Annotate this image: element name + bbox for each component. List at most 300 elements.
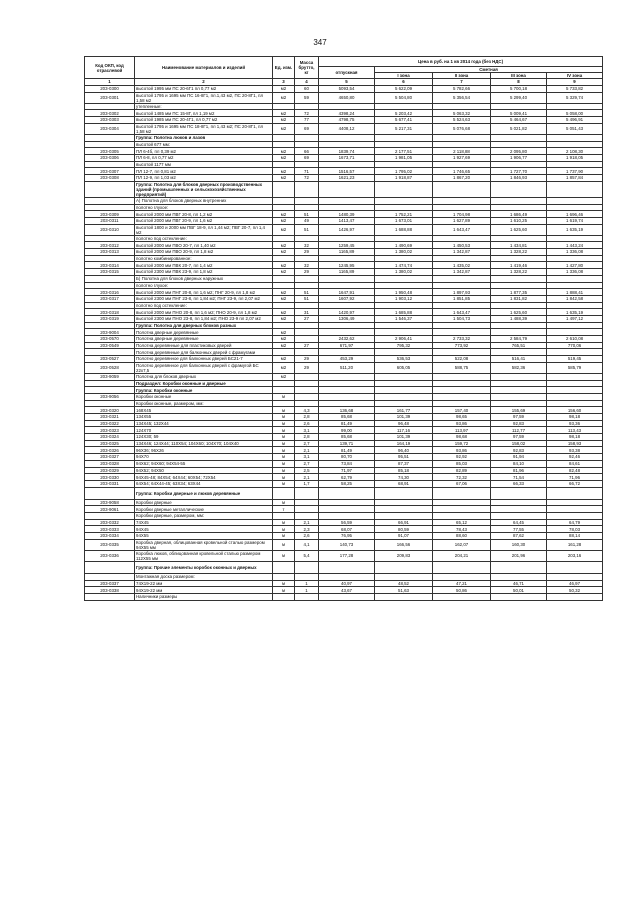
page-number: 347 xyxy=(313,38,327,47)
price-zone-2-cell xyxy=(433,380,491,387)
okp-code-cell xyxy=(85,161,135,168)
okp-code-cell: 203-0308 xyxy=(85,174,135,181)
table-row xyxy=(85,217,603,224)
price-zone-2-cell xyxy=(433,373,491,380)
material-name-cell: Коробки оконные, размером, мм: xyxy=(135,400,273,407)
price-zone-4-cell: 50,32 xyxy=(547,587,603,594)
price-zone-2-cell: 5 076,68 xyxy=(433,123,491,134)
unit-cell: м2 xyxy=(273,224,295,235)
unit-cell xyxy=(273,235,295,242)
material-name-cell: утепленные: xyxy=(135,103,273,110)
material-name-cell: высотой 1800 и 2000 мм ПВГ 18-9, пл 1,44 м2; ПВГ 20-7, пл 1,4 м2 xyxy=(135,224,273,235)
okp-code-cell: 203-0337 xyxy=(85,580,135,587)
price-zone-2-cell: 88,60 xyxy=(433,533,491,540)
price-zone-3-cell xyxy=(491,161,547,168)
unit-cell: м2 xyxy=(273,123,295,134)
price-zone-3-cell: 50,01 xyxy=(491,587,547,594)
price-zone-2-cell: 65,12 xyxy=(433,519,491,526)
price-zone-1-cell: 209,83 xyxy=(375,550,433,561)
mass-cell xyxy=(295,282,319,289)
price-otpusk-cell: 1306,49 xyxy=(319,315,375,322)
price-zone-1-cell xyxy=(375,275,433,282)
price-zone-1-cell: 1 795,02 xyxy=(375,168,433,175)
price-zone-2-cell xyxy=(433,134,491,141)
price-zone-3-cell: 582,36 xyxy=(491,362,547,373)
material-name-cell: 134Х55 xyxy=(135,414,273,421)
price-zone-2-cell xyxy=(433,561,491,573)
price-zone-2-cell xyxy=(433,204,491,211)
okp-code-cell: 203-0333 xyxy=(85,526,135,533)
group-heading-row xyxy=(85,134,603,141)
okp-code-cell: 203-0334 xyxy=(85,533,135,540)
price-zone-1-cell: 96,48 xyxy=(375,420,433,427)
material-name-cell: Полотна деревянные для пластиковых дверей xyxy=(135,342,273,349)
price-otpusk-cell: 81,49 xyxy=(319,447,375,454)
price-zone-3-cell: 112,77 xyxy=(491,427,547,434)
price-zone-1-cell xyxy=(375,349,433,356)
table-row xyxy=(85,594,603,601)
price-otpusk-cell xyxy=(319,594,375,601)
unit-cell: м2 xyxy=(273,362,295,373)
table-row xyxy=(85,103,603,110)
mass-cell: 77 xyxy=(295,117,319,124)
table-row xyxy=(85,447,603,454)
price-zone-4-cell xyxy=(547,487,603,499)
price-zone-4-cell: 113,43 xyxy=(547,427,603,434)
material-name-cell: высотой 2300 мм ПВК 23-9, пл 1,8 м2 xyxy=(135,269,273,276)
price-otpusk-cell: 62,79 xyxy=(319,474,375,481)
mass-cell: 1,7 xyxy=(295,480,319,487)
material-name-cell: высотой 2000 мм ПВО 20-9, пл 1,8 м2 xyxy=(135,249,273,256)
price-zone-1-cell xyxy=(375,103,433,110)
material-name-cell: Группа: Полотна для блоков дверных производственных зданий (промышленных и сельскохозяйственных предприятий) xyxy=(135,181,273,197)
price-zone-4-cell: 93,36 xyxy=(547,420,603,427)
material-name-cell: высотой 1795 и 1695 мм ПС 18-8Г1, пл 1,43 м2; ПС 20-8Г1, пл 1,58 м2 xyxy=(135,123,273,134)
unit-cell: м xyxy=(273,550,295,561)
price-zone-4-cell: 1 336,08 xyxy=(547,249,603,256)
okp-code-cell: 203-0316 xyxy=(85,289,135,296)
price-zone-3-cell: 97,59 xyxy=(491,414,547,421)
price-zone-1-cell xyxy=(375,400,433,407)
price-zone-2-cell: 522,08 xyxy=(433,356,491,363)
material-name-cell: 124Х70 xyxy=(135,427,273,434)
unit-cell: т xyxy=(273,506,295,513)
okp-code-cell: 203-0303 xyxy=(85,117,135,124)
mass-cell: 29 xyxy=(295,269,319,276)
unit-cell: м2 xyxy=(273,174,295,181)
okp-code-cell xyxy=(85,141,135,148)
mass-cell: 2,1 xyxy=(295,447,319,454)
mass-cell: 2,6 xyxy=(295,533,319,540)
price-otpusk-cell xyxy=(319,302,375,309)
table-row xyxy=(85,460,603,467)
group-heading-row xyxy=(85,380,603,387)
mass-cell xyxy=(295,573,319,580)
table-row xyxy=(85,117,603,124)
table-row xyxy=(85,414,603,421)
mass-cell: 51 xyxy=(295,211,319,218)
price-zone-3-cell: 5 464,67 xyxy=(491,117,547,124)
price-zone-2-cell xyxy=(433,506,491,513)
material-name-cell: Группа: Полотна для дверных блоков разных xyxy=(135,322,273,329)
price-zone-2-cell xyxy=(433,594,491,601)
okp-code-cell: 203-0304 xyxy=(85,123,135,134)
price-zone-4-cell: 92,46 xyxy=(547,454,603,461)
okp-code-cell xyxy=(85,487,135,499)
price-zone-2-cell xyxy=(433,103,491,110)
price-zone-1-cell xyxy=(375,499,433,506)
price-zone-3-cell xyxy=(491,380,547,387)
okp-code-cell: 203-0302 xyxy=(85,110,135,117)
header-smetnaya: Сметная xyxy=(375,67,603,73)
price-zone-3-cell: 66,33 xyxy=(491,480,547,487)
price-zone-1-cell: 95,51 xyxy=(375,454,433,461)
table-row xyxy=(85,123,603,134)
unit-cell: м2 xyxy=(273,154,295,161)
unit-cell: м xyxy=(273,587,295,594)
header-zone-4: IV зона xyxy=(547,73,603,79)
price-zone-2-cell: 85,03 xyxy=(433,460,491,467)
unit-cell: м2 xyxy=(273,373,295,380)
price-zone-3-cell xyxy=(491,181,547,197)
price-zone-2-cell xyxy=(433,181,491,197)
price-zone-4-cell xyxy=(547,197,603,204)
material-name-cell: 94Х55 xyxy=(135,533,273,540)
price-zone-2-cell xyxy=(433,275,491,282)
mass-cell: 66 xyxy=(295,148,319,155)
column-number: 8 xyxy=(491,79,547,86)
material-name-cell: ПЛ 12-7, пл 0,81 м2 xyxy=(135,168,273,175)
price-zone-1-cell: 5 203,42 xyxy=(375,110,433,117)
table-row xyxy=(85,342,603,349)
price-zone-2-cell: 159,72 xyxy=(433,440,491,447)
price-zone-2-cell: 50,86 xyxy=(433,587,491,594)
okp-code-cell: 203-9061 xyxy=(85,506,135,513)
unit-cell: м xyxy=(273,414,295,421)
okp-code-cell: 203-0310 xyxy=(85,224,135,235)
price-zone-2-cell: 92,92 xyxy=(433,454,491,461)
price-zone-4-cell xyxy=(547,387,603,394)
okp-code-cell: 203-9058 xyxy=(85,499,135,506)
price-zone-1-cell xyxy=(375,561,433,573)
okp-code-cell xyxy=(85,197,135,204)
unit-cell xyxy=(273,594,295,601)
column-number: 1 xyxy=(85,79,135,86)
price-otpusk-cell xyxy=(319,204,375,211)
price-zone-4-cell: 1 336,08 xyxy=(547,269,603,276)
price-zone-4-cell: 158,93 xyxy=(547,440,603,447)
material-name-cell: Группа: Коробки дверные и люков деревянные xyxy=(135,487,273,499)
mass-cell xyxy=(295,380,319,387)
price-otpusk-cell: 4398,24 xyxy=(319,110,375,117)
price-zone-1-cell: 1 981,05 xyxy=(375,154,433,161)
unit-cell xyxy=(273,197,295,204)
okp-code-cell: 203-0527 xyxy=(85,356,135,363)
price-zone-4-cell xyxy=(547,506,603,513)
price-otpusk-cell: 1647,91 xyxy=(319,289,375,296)
price-zone-3-cell: 160,30 xyxy=(491,539,547,550)
header-code-okp: Код ОКП, код отраслевой xyxy=(85,57,135,79)
mass-cell: 4,1 xyxy=(295,539,319,550)
price-zone-2-cell: 5 524,63 xyxy=(433,117,491,124)
unit-cell xyxy=(273,387,295,394)
price-zone-2-cell: 157,40 xyxy=(433,407,491,414)
mass-cell: 71 xyxy=(295,168,319,175)
price-zone-4-cell: 2 108,30 xyxy=(547,148,603,155)
price-zone-3-cell: 158,02 xyxy=(491,440,547,447)
okp-code-cell: 203-0301 xyxy=(85,92,135,103)
price-zone-4-cell: 98,18 xyxy=(547,414,603,421)
okp-code-cell: 203-0300 xyxy=(85,85,135,92)
table-row xyxy=(85,467,603,474)
price-zone-4-cell: 82,48 xyxy=(547,467,603,474)
mass-cell: 2,8 xyxy=(295,434,319,441)
okp-code-cell xyxy=(85,573,135,580)
mass-cell: 59 xyxy=(295,92,319,103)
mass-cell: 2,5 xyxy=(295,467,319,474)
price-zone-2-cell xyxy=(433,487,491,499)
mass-cell xyxy=(295,400,319,407)
price-zone-1-cell: 5 217,31 xyxy=(375,123,433,134)
unit-cell: м xyxy=(273,440,295,447)
price-zone-3-cell xyxy=(491,573,547,580)
price-zone-2-cell: 1 435,02 xyxy=(433,262,491,269)
okp-code-cell: 203-0309 xyxy=(85,211,135,218)
price-zone-1-cell: 1 918,87 xyxy=(375,174,433,181)
mass-cell: 69 xyxy=(295,154,319,161)
mass-cell xyxy=(295,141,319,148)
table-row xyxy=(85,235,603,242)
price-zone-3-cell xyxy=(491,393,547,400)
price-zone-2-cell xyxy=(433,573,491,580)
price-table xyxy=(84,56,603,601)
mass-cell xyxy=(295,134,319,141)
price-zone-2-cell xyxy=(433,512,491,519)
okp-code-cell: 203-0330 xyxy=(85,474,135,481)
material-name-cell: 124Х30; 59 xyxy=(135,434,273,441)
header-otpusk: отпускная xyxy=(319,67,375,79)
price-otpusk-cell xyxy=(319,380,375,387)
material-name-cell: Полотна дверные деревянные xyxy=(135,329,273,336)
price-zone-1-cell xyxy=(375,255,433,262)
price-zone-2-cell xyxy=(433,197,491,204)
okp-code-cell: 203-0328 xyxy=(85,460,135,467)
table-row xyxy=(85,315,603,322)
price-otpusk-cell xyxy=(319,322,375,329)
price-zone-4-cell: 156,60 xyxy=(547,407,603,414)
unit-cell xyxy=(273,487,295,499)
material-name-cell: высотой 1995 мм ПС 20-6Г1 пл 0,77 м2 xyxy=(135,85,273,92)
mass-cell: 5,4 xyxy=(295,550,319,561)
price-otpusk-cell xyxy=(319,561,375,573)
material-name-cell: Коробки дверные, размером, мм: xyxy=(135,512,273,519)
unit-cell: м2 xyxy=(273,269,295,276)
mass-cell: 2,7 xyxy=(295,440,319,447)
price-zone-1-cell: 101,39 xyxy=(375,414,433,421)
price-zone-3-cell: 92,83 xyxy=(491,447,547,454)
mass-cell xyxy=(295,349,319,356)
price-zone-4-cell: 5 051,43 xyxy=(547,123,603,134)
price-otpusk-cell: 71,97 xyxy=(319,467,375,474)
price-zone-2-cell xyxy=(433,322,491,329)
price-otpusk-cell: 1413,47 xyxy=(319,217,375,224)
price-otpusk-cell xyxy=(319,255,375,262)
okp-code-cell: 203-0331 xyxy=(85,480,135,487)
price-zone-2-cell: 588,75 xyxy=(433,362,491,373)
price-zone-4-cell: 5 733,82 xyxy=(547,85,603,92)
price-zone-1-cell xyxy=(375,512,433,519)
price-zone-4-cell: 161,28 xyxy=(547,539,603,550)
okp-code-cell: 203-9059 xyxy=(85,373,135,380)
price-otpusk-cell: 58,25 xyxy=(319,480,375,487)
unit-cell xyxy=(273,204,295,211)
unit-cell: м2 xyxy=(273,309,295,316)
mass-cell: 2,1 xyxy=(295,474,319,481)
group-heading-row xyxy=(85,561,603,573)
price-otpusk-cell: 5093,54 xyxy=(319,85,375,92)
group-heading-row xyxy=(85,487,603,499)
material-name-cell: Монтажная доска размером: xyxy=(135,573,273,580)
table-row xyxy=(85,336,603,343)
table-row xyxy=(85,92,603,103)
mass-cell xyxy=(295,487,319,499)
mass-cell xyxy=(295,204,319,211)
price-zone-3-cell xyxy=(491,349,547,356)
table-row xyxy=(85,506,603,513)
price-zone-4-cell: 1 857,84 xyxy=(547,174,603,181)
unit-cell: м2 xyxy=(273,295,295,302)
price-zone-1-cell: 5 504,80 xyxy=(375,92,433,103)
unit-cell xyxy=(273,573,295,580)
material-name-cell: Коробка люков, облицованная кровельной сталью размером 112Х55 мм xyxy=(135,550,273,561)
price-zone-2-cell: 204,21 xyxy=(433,550,491,561)
unit-cell: м xyxy=(273,427,295,434)
header-price-title: Цена в руб. на 1 кв 2014 года (без НДС) xyxy=(319,57,603,67)
price-zone-4-cell: 585,79 xyxy=(547,362,603,373)
table-row xyxy=(85,373,603,380)
price-zone-4-cell: 1 635,19 xyxy=(547,224,603,235)
mass-cell xyxy=(295,329,319,336)
price-zone-4-cell: 1 497,12 xyxy=(547,315,603,322)
price-zone-4-cell xyxy=(547,235,603,242)
price-zone-1-cell: 795,32 xyxy=(375,342,433,349)
table-row xyxy=(85,393,603,400)
mass-cell: 2,3 xyxy=(295,526,319,533)
price-zone-1-cell: 605,05 xyxy=(375,362,433,373)
mass-cell: 1 xyxy=(295,580,319,587)
mass-cell xyxy=(295,393,319,400)
price-otpusk-cell: 1673,71 xyxy=(319,154,375,161)
price-otpusk-cell: 2432,62 xyxy=(319,336,375,343)
okp-code-cell xyxy=(85,255,135,262)
material-name-cell: Группа: Прочие элементы коробок оконных и дверных xyxy=(135,561,273,573)
price-zone-3-cell: 71,54 xyxy=(491,474,547,481)
price-zone-3-cell xyxy=(491,487,547,499)
price-otpusk-cell xyxy=(319,329,375,336)
material-name-cell: 74Х19-22 мм xyxy=(135,580,273,587)
unit-cell: м xyxy=(273,580,295,587)
price-zone-1-cell: 101,39 xyxy=(375,434,433,441)
price-otpusk-cell: 4650,80 xyxy=(319,92,375,103)
price-zone-2-cell: 93,86 xyxy=(433,447,491,454)
okp-code-cell xyxy=(85,103,135,110)
price-zone-4-cell xyxy=(547,329,603,336)
price-zone-1-cell: 1 380,02 xyxy=(375,269,433,276)
price-zone-4-cell xyxy=(547,380,603,387)
mass-cell xyxy=(295,561,319,573)
price-zone-4-cell: 1 842,58 xyxy=(547,295,603,302)
unit-cell: м2 xyxy=(273,249,295,256)
price-zone-2-cell: 72,32 xyxy=(433,474,491,481)
material-name-cell: высотой 1177 мм xyxy=(135,161,273,168)
price-zone-1-cell: 117,16 xyxy=(375,427,433,434)
price-zone-4-cell xyxy=(547,282,603,289)
unit-cell: м2 xyxy=(273,329,295,336)
table-row xyxy=(85,440,603,447)
okp-code-cell: 203-0305 xyxy=(85,148,135,155)
material-name-cell: Полотна деревянные для балконных дверей с фрамугами xyxy=(135,349,273,356)
price-zone-1-cell xyxy=(375,387,433,394)
okp-code-cell xyxy=(85,322,135,329)
material-name-cell: Б) Полотна для блоков дверных наружных xyxy=(135,275,273,282)
unit-cell: м xyxy=(273,539,295,550)
price-zone-3-cell: 1 328,22 xyxy=(491,269,547,276)
price-zone-2-cell xyxy=(433,255,491,262)
table-row xyxy=(85,480,603,487)
okp-code-cell: 203-0324 xyxy=(85,434,135,441)
mass-cell xyxy=(295,255,319,262)
price-zone-2-cell: 98,65 xyxy=(433,414,491,421)
material-name-cell: Наличники размеры xyxy=(135,594,273,601)
price-zone-3-cell xyxy=(491,282,547,289)
table-row xyxy=(85,580,603,587)
price-zone-4-cell: 93,38 xyxy=(547,447,603,454)
unit-cell xyxy=(273,380,295,387)
mass-cell: 2,8 xyxy=(295,414,319,421)
header-unit: Ед. изм. xyxy=(273,57,295,79)
okp-code-cell: 203-0329 xyxy=(85,467,135,474)
price-otpusk-cell: 4408,12 xyxy=(319,123,375,134)
price-zone-1-cell: 5 677,41 xyxy=(375,117,433,124)
mass-cell xyxy=(295,506,319,513)
unit-cell: м xyxy=(273,474,295,481)
okp-code-cell: 203-0322 xyxy=(85,420,135,427)
price-otpusk-cell: 139,71 xyxy=(319,440,375,447)
price-otpusk-cell: 1480,39 xyxy=(319,211,375,218)
price-zone-4-cell: 1 696,46 xyxy=(547,211,603,218)
price-zone-4-cell: 1 635,19 xyxy=(547,309,603,316)
price-otpusk-cell: 136,68 xyxy=(319,407,375,414)
table-row xyxy=(85,407,603,414)
price-zone-1-cell xyxy=(375,161,433,168)
price-zone-2-cell: 82,89 xyxy=(433,467,491,474)
okp-code-cell xyxy=(85,380,135,387)
unit-cell: м xyxy=(273,447,295,454)
price-zone-4-cell: 519,45 xyxy=(547,356,603,363)
price-zone-1-cell: 1 903,12 xyxy=(375,295,433,302)
price-zone-2-cell: 2 118,88 xyxy=(433,148,491,155)
price-zone-3-cell: 64,45 xyxy=(491,519,547,526)
unit-cell xyxy=(273,275,295,282)
material-name-cell: 64Х54; 64Х44-45; 63Х34; 63Х44 xyxy=(135,480,273,487)
price-otpusk-cell xyxy=(319,499,375,506)
column-numbers-row xyxy=(85,79,603,86)
table-row xyxy=(85,85,603,92)
price-zone-4-cell xyxy=(547,400,603,407)
material-name-cell: ПЛ 12-9, пл 1,03 м2 xyxy=(135,174,273,181)
price-otpusk-cell xyxy=(319,282,375,289)
mass-cell: 27 xyxy=(295,315,319,322)
